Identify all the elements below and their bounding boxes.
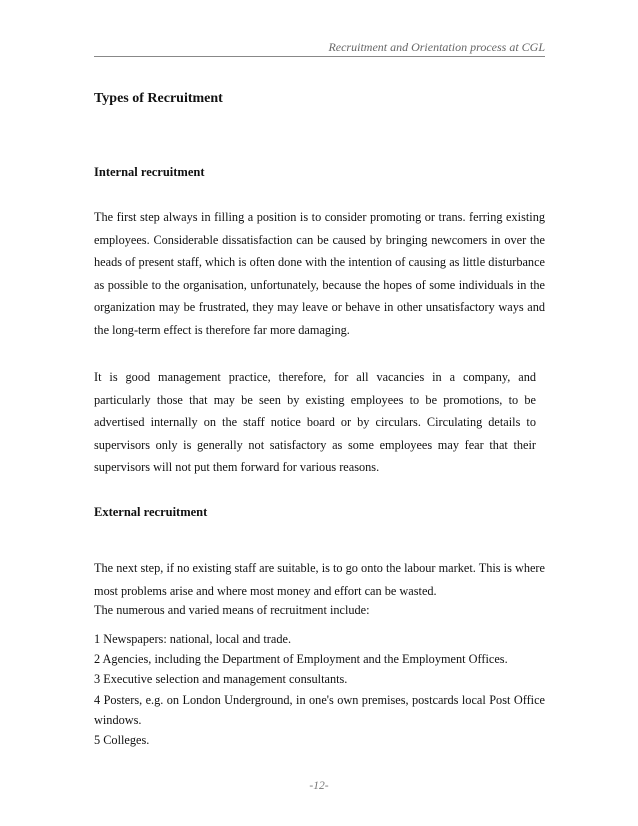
list-intro: The numerous and varied means of recruitment include: [94, 603, 370, 617]
recruitment-means-list [94, 629, 545, 750]
list-item: 1 Newspapers: national, local and trade. [94, 632, 292, 646]
page-number: -12- [309, 780, 329, 792]
list-item: 2 Agencies, including the Department of Employment and the Employment Offices. [94, 652, 508, 667]
list-item: 4 Posters, e.g. on London Underground, in one's own premises, postcards local Post Office windows. [94, 692, 545, 727]
list-item: 5 Colleges. [94, 733, 150, 748]
section-title: Types of Recruitment [94, 91, 223, 106]
internal-paragraph-2: It is good management practice, therefore, for all vacancies in a company, and particularly those that may be seen by existing employees to be promotions, to be advertised internally on the staff notice board or by circulars. Circulating details to supervisors only is generally not satisfactory as some employees may fear that their supervisors will not put them forward for various reasons. [94, 370, 536, 474]
internal-recruitment-heading: Internal recruitment [94, 165, 205, 179]
external-paragraph: The next step, if no existing staff are suitable, is to go onto the labour market. This is where most problems arise and where most money and effort can be wasted. [94, 561, 545, 598]
external-recruitment-heading: External recruitment [94, 505, 208, 519]
list-item: 3 Executive selection and management consultants. [94, 672, 348, 687]
running-title: Recruitment and Orientation process at CGL [328, 40, 545, 54]
internal-paragraph-1: The first step always in filling a position is to consider promoting or trans. ferring existing employees. Considerable dissatisfaction can be caused by bringing newcomers in over the heads of present staff, which is often done with the intention of causing as little disturbance as possible to the organisation, unfortunately, because the hopes of some individuals in the organization may be frustrated, they may leave or behave in other unsatisfactory ways and the long-term effect is therefore far more damaging. [94, 210, 545, 337]
running-header [94, 40, 545, 57]
